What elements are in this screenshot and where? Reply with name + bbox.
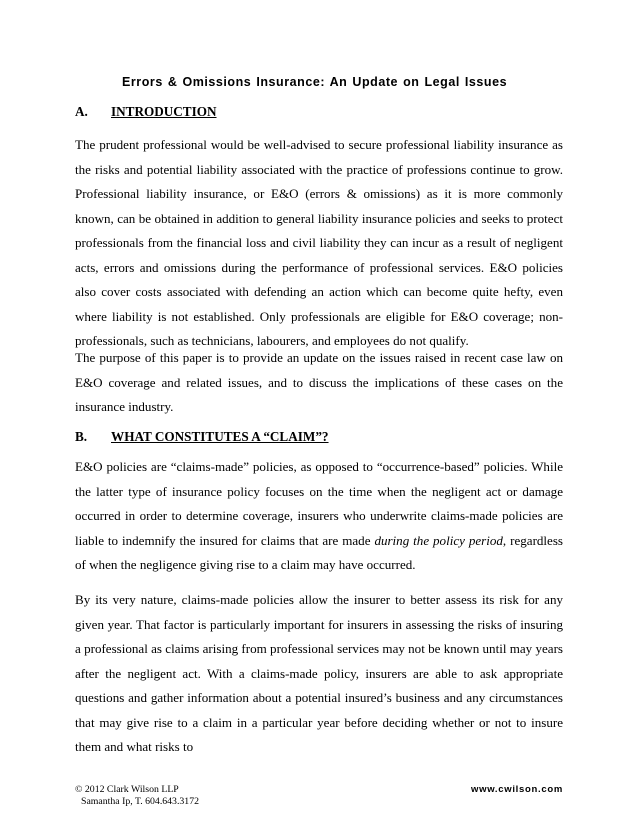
paragraph-text: , regardless of when the negligence giving rise to a claim may have occurred. (75, 532, 564, 572)
paragraph-claim-2: By its very nature, claims-made policies allow the insurer to better assess its risk for any given year. That factor is particularly important for insurers in assessing the risks of insuring a professional as claims arising from professional services may not be known until may years after the negligent act. With a claims-made policy, insurers are able to ask appropriate questions and gather information about a potential insured’s business and any circumstances that may give rise to a claim in a particular year before deciding whether or not to insure them and what risks to (75, 592, 563, 754)
section-title: INTRODUCTION (111, 104, 217, 119)
paragraph-intro-1: The prudent professional would be well-advised to secure professional liability insurance as the risks and potential liability associated with the practice of professions continue to grow. Professional liability insurance, or E&O (errors & omissions) as it is more commonly known, can be obtained in addition to general liability insurance policies and seeks to protect professionals from the financial loss and civil liability they can incur as a result of negligent acts, errors and omissions during the performance of professional services. E&O policies also cover costs associated with defending an action which can become quite hefty, even where liability is not established. Only professionals are eligible for E&O coverage; non-professionals, such as technicians, labourers, and employees do not qualify. (75, 137, 563, 348)
paragraph-intro-2: The purpose of this paper is to provide an update on the issues raised in recent case law on E&O coverage and related issues, and to discuss the implications of these cases on the insurance industry. (75, 350, 563, 414)
footer-website: www.cwilson.com (471, 784, 563, 795)
section-title: WHAT CONSTITUTES A “CLAIM”? (111, 429, 329, 444)
section-heading-introduction (75, 104, 217, 120)
section-letter: A. (75, 104, 88, 119)
footer-copyright: © 2012 Clark Wilson LLP (75, 784, 179, 795)
emphasized-text: during the policy period (374, 532, 503, 548)
footer-credits (75, 784, 199, 808)
document-title: Errors & Omissions Insurance: An Update on Legal Issues (122, 75, 508, 89)
footer-author: Samantha Ip, T. 604.643.3172 (81, 796, 200, 807)
paragraph-text: E&O policies are “claims-made” policies, as opposed to “occurrence-based” policies. While the latter type of insurance policy focuses on the time when the negligent act or damage occurred in order to determine coverage, insurers who underwrite claims-made policies are liable to indemnify the insured for claims that are made (75, 459, 563, 548)
paragraph-claim-1 (75, 455, 563, 578)
section-heading-claim (75, 429, 329, 445)
section-letter: B. (75, 429, 88, 444)
